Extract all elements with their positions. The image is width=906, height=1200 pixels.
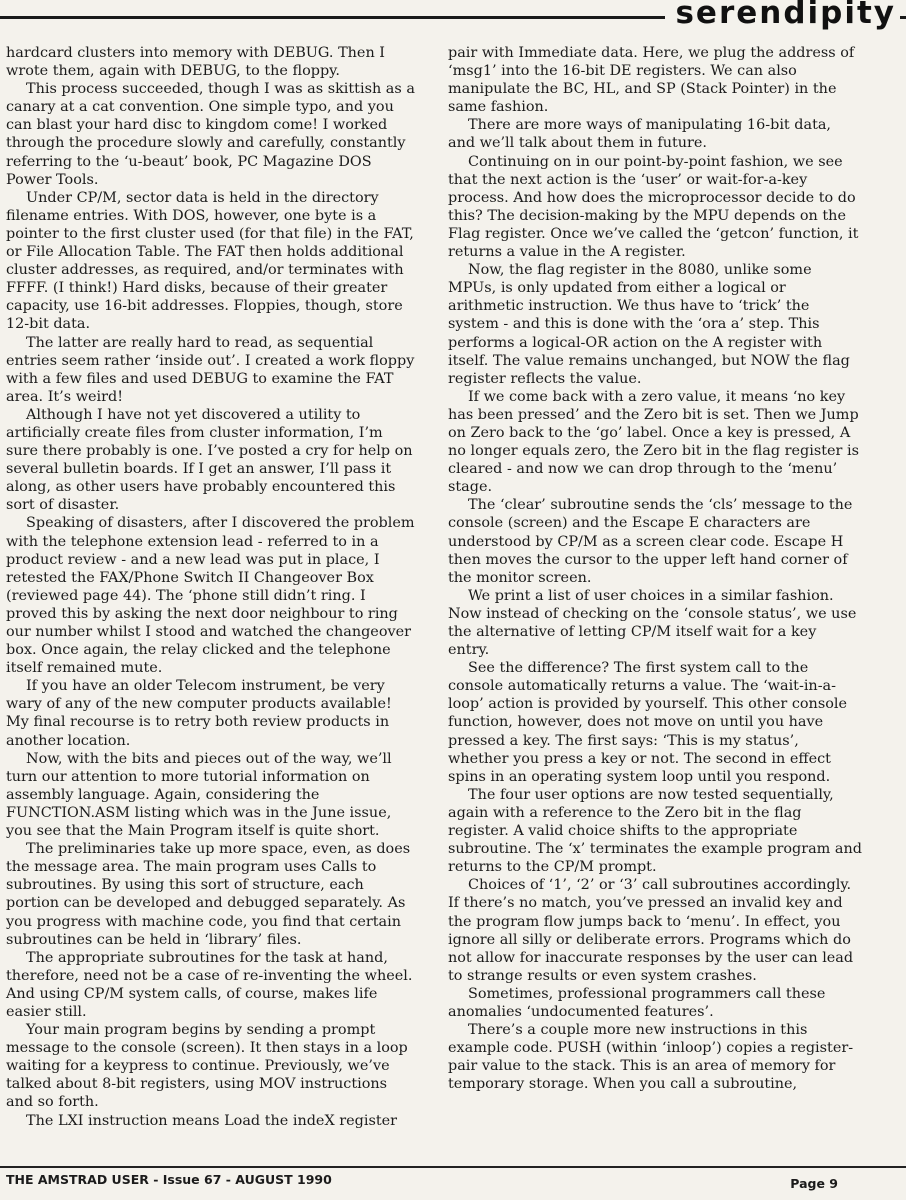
paragraph: This process succeeded, though I was as skittish as a canary at a cat convention. One simple typo, and you can blast your hard disc to kingdom come! I worked through the procedure slowly and carefully, constantly referring to the ‘u-beaut’ book, PC Magazine DOS Power Tools.: [6, 81, 415, 188]
page-number: Page 9: [790, 1176, 838, 1191]
publication-info: THE AMSTRAD USER - Issue 67 - AUGUST 1990: [6, 1172, 332, 1187]
paragraph: The latter are really hard to read, as sequential entries seem rather ‘inside out’. I created a work floppy with a few files and used DEBUG to examine the FAT area. It’s weird!: [6, 334, 415, 405]
paragraph: pair with Immediate data. Here, we plug the address of ‘msg1’ into the 16-bit DE registers. We can also manipulate the BC, HL, and SP (Stack Pointer) in the same fashion.: [448, 45, 855, 116]
left-column: [6, 44, 418, 1130]
paragraph: Although I have not yet discovered a utility to artificially create files from cluster information, I’m sure there probably is one. I’ve posted a cry for help on several bulletin boards. If I get an answer, I’ll pass it along, as other users have probably encountered this sort of disaster.: [6, 406, 413, 514]
paragraph: There’s a couple more new instructions in this example code. PUSH (within ‘inloop’) copies a register-pair value to the stack. This is an area of memory for temporary storage. When you call a subroutine,: [448, 1022, 854, 1093]
paragraph: If you have an older Telecom instrument, be very wary of any of the new computer products available! My final recourse is to retry both review products in another location.: [6, 678, 392, 749]
paragraph: If we come back with a zero value, it means ‘no key has been pressed’ and the Zero bit is set. Then we Jump on Zero back to the ‘go’ label. Once a key is pressed, A no longer equals zero, the Zero bit in the flag register is cleared - and now we can drop through to the ‘menu’ stage.: [448, 388, 859, 496]
paragraph: Continuing on in our point-by-point fashion, we see that the next action is the ‘user’ or wait-for-a-key process. And how does the microprocessor decide to do this? The decision-making by the MPU depends on the Flag register. Once we’ve called the ‘getcon’ function, it returns a value in the A register.: [448, 153, 859, 261]
footer-rule: [0, 1166, 906, 1168]
paragraph: Choices of ‘1’, ‘2’ or ‘3’ call subroutines accordingly. If there’s no match, you’ve pressed an invalid key and the program flow jumps back to ‘menu’. In effect, you ignore all silly or deliberate errors. Programs which do not allow for inaccurate responses by the user can lead to strange results or even system crashes.: [448, 877, 854, 984]
paragraph: Sometimes, professional programmers call these anomalies ‘undocumented features’.: [448, 985, 826, 1020]
paragraph: The ‘clear’ subroutine sends the ‘cls’ message to the console (screen) and the Escape E characters are understood by CP/M as a screen clear code. Escape H then moves the cursor to the upper left hand corner of the monitor screen.: [448, 497, 853, 586]
paragraph: The four user options are now tested sequentially, again with a reference to the Zero bit in the flag register. A valid choice shifts to the appropriate subroutine. The ‘x’ terminates the example program and returns to the CP/M prompt.: [448, 786, 862, 876]
section-title: serendipity: [665, 0, 900, 32]
paragraph: Under CP/M, sector data is held in the directory filename entries. With DOS, however, one byte is a pointer to the first cluster used (for that file) in the FAT, or File Allocation Table. The FAT then holds additional cluster addresses, as required, and/or terminates with FFFF. (I think!) Hard disks, because of their greater capacity, use 16-bit addresses. Floppies, though, store 12-bit data.: [6, 189, 414, 333]
paragraph: The LXI instruction means Load the indeX register: [26, 1112, 398, 1129]
paragraph: Now, with the bits and pieces out of the way, we’ll turn our attention to more tutorial information on assembly language. Again, considering the FUNCTION.ASM listing which was in the June issue, you see that the Main Program itself is quite short.: [6, 750, 392, 840]
paragraph: hardcard clusters into memory with DEBUG. Then I wrote them, again with DEBUG, to the floppy.: [6, 45, 385, 80]
paragraph: Speaking of disasters, after I discovered the problem with the telephone extension lead - referred to in a product review - and a new lead was put in place, I retested the FAX/Phone Switch II Changeover Box (reviewed page 44). The ‘phone still didn’t ring. I proved this by asking the next door neighbour to ring our number whilst I stood and watched the changeover box. Once again, the relay clicked and the telephone itself remained mute.: [6, 515, 415, 677]
paragraph: The preliminaries take up more space, even, as does the message area. The main program uses Calls to subroutines. By using this sort of structure, each portion can be developed and debugged separately. As you progress with machine code, you find that certain subroutines can be held in ‘library’ files.: [6, 841, 411, 948]
paragraph: Your main program begins by sending a prompt message to the console (screen). It then stays in a loop waiting for a keypress to continue. Previously, we’ve talked about 8-bit registers, using MOV instructions and so forth.: [6, 1022, 408, 1111]
paragraph: There are more ways of manipulating 16-bit data, and we’ll talk about them in future.: [448, 117, 832, 152]
page-header: [0, 0, 906, 32]
paragraph: We print a list of user choices in a similar fashion. Now instead of checking on the ‘console status’, we use the alternative of letting CP/M itself wait for a key entry.: [448, 587, 857, 659]
paragraph: See the difference? The first system call to the console automatically returns a value. The ‘wait-in-a-loop’ action is provided by yourself. This other console function, however, does not move on until you have pressed a key. The first says: ‘This is my status’, whether you press a key or not. The second in effect spins in an operating system loop until you respond.: [448, 660, 847, 785]
paragraph: The appropriate subroutines for the task at hand, therefore, need not be a case of re-inventing the wheel. And using CP/M system calls, of course, makes life easier still.: [6, 949, 413, 1020]
right-column: [448, 44, 862, 1093]
paragraph: Now, the flag register in the 8080, unlike some MPUs, is only updated from either a logical or arithmetic instruction. We thus have to ‘trick’ the system - and this is done with the ‘ora a’ step. This performs a logical-OR action on the A register with itself. The value remains unchanged, but NOW the flag register reflects the value.: [448, 262, 850, 387]
